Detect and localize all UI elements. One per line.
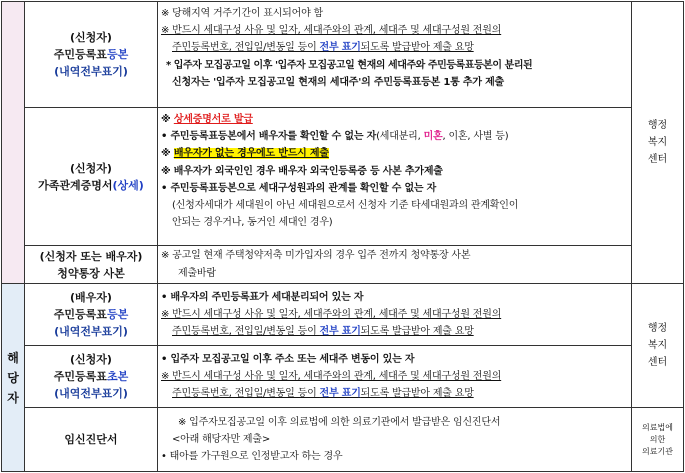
doc-label-owner: (신청자) [70,31,112,44]
desc-text: ※ [161,148,174,160]
issuer-line: 의료기관 [642,446,673,456]
desc-line [158,145,631,162]
desc-text: 주민등록번호, 전입일/변동일 등이 [172,388,320,400]
doc-label-note: (내역전부표기) [54,325,128,338]
row-resident-register-copy [2,2,684,108]
desc-emphasis: 전부 표기 [319,388,361,400]
desc-line: • 배우자의 주민등록표가 세대분리되어 있는 자 [161,291,364,303]
row-pregnancy-certificate [2,408,684,472]
desc-line: ※ 공고일 현재 주택청약저축 미가입자의 경우 입주 전까지 청약통장 사본 [161,250,471,262]
desc-line: 안되는 경우거나, 동거인 세대인 경우) [172,217,333,229]
issuer-line: 행정 [647,120,668,131]
issuer-line: 복지 [647,137,668,148]
doc-label-name-main: 주민등록표 [53,308,107,321]
issuer-line: 센터 [647,357,668,368]
doc-label-name [25,306,157,323]
issuer-line: 센터 [647,154,668,165]
doc-desc-cell [158,2,632,108]
desc-line: • 입주자 모집공고일 이후 주소 또는 세대주 변동이 있는 자 [161,353,415,365]
doc-label-cell [25,284,158,346]
row-savings-account-copy [2,246,684,284]
issuer-cell-office [632,284,684,408]
desc-text: ※ [161,114,174,125]
desc-highlight: 배우자가 없는 경우에도 반드시 제출 [173,148,329,160]
side-label-char: 해 [7,350,19,365]
desc-line: ※ 반드시 세대구성 사유 및 일자, 세대주와의 관계, 세대주 및 세대구성원 전원의 [161,308,502,320]
desc-emphasis: 상세증명서로 발급 [173,114,253,125]
doc-label-name-type: 등본 [106,308,129,321]
desc-text: (세대분리, [376,131,424,143]
issuer-line: 의한 [649,434,666,444]
row-resident-register-abstract [2,346,684,408]
desc-emphasis: 미혼 [423,131,443,143]
doc-label-name-type: 초본 [106,370,129,383]
desc-line [158,323,631,340]
issuer-cell-medical [632,408,684,472]
issuer-line: 의료법에 [642,422,673,432]
doc-label-owner: (배우자) [70,291,112,304]
doc-desc-cell [158,346,632,408]
doc-label-note: (내역전부표기) [54,387,128,400]
row-family-relation-certificate [2,108,684,246]
doc-desc-cell [158,246,632,284]
side-cell-top [2,2,25,284]
desc-text: 주민등록번호, 전입일/변동일 등이 [172,326,320,338]
side-label-char: 자 [7,390,19,405]
desc-line: ※ 반드시 세대구성 사유 및 일자, 세대주와의 관계, 세대주 및 세대구성원 전원의 [161,25,502,37]
documents-table [1,1,684,472]
doc-label-cell [25,246,158,284]
doc-label-name-type: (상세) [112,178,144,192]
doc-desc-cell [158,108,632,246]
desc-line [158,111,631,128]
issuer-line: 복지 [647,340,668,351]
doc-label-name-main: 주민등록표 [53,48,107,61]
doc-label-cell [25,408,158,472]
doc-label-name-type: 등본 [106,48,129,61]
desc-line [158,385,631,402]
doc-label-cell [25,2,158,108]
doc-label-name [25,368,157,385]
desc-text: 되도록 발급받아 제출 요망 [360,326,474,338]
desc-line: 제출바람 [178,267,216,279]
desc-line: * 입주자 모집공고일 이후 '입주자 모집공고일 현재의 세대주와 주민등록표등본이 분리된 [166,59,533,71]
desc-line: <아래 해당자만 제출> [172,433,270,445]
doc-desc-cell [158,408,632,472]
desc-line: ※ 배우자가 외국인인 경우 배우자 외국인등록증 등 사본 추가제출 [161,165,443,177]
side-label-char: 당 [7,370,19,385]
issuer-cell-office [632,2,684,284]
desc-text: • 주민등록표등본에서 배우자를 확인할 수 없는 자 [161,131,377,143]
row-spouse-register-copy [2,284,684,346]
doc-label-name-main: 주민등록표 [53,370,107,383]
desc-emphasis: 전부 표기 [319,326,361,338]
desc-line: ※ 입주자모집공고일 이후 의료법에 의한 의료기관에서 발급받은 임신진단서 [178,416,501,428]
doc-label-name: 청약통장 사본 [57,266,125,280]
desc-text: 되도록 발급받아 제출 요망 [360,388,474,400]
desc-text: 주민등록번호, 전입일/변동일 등이 [172,42,320,54]
desc-line: 신청자는 '입주자 모집공고일 현재의 세대주'의 주민등록표등본 1통 추가 제출 [172,76,504,88]
desc-line [158,39,631,56]
issuer-line: 행정 [647,323,668,334]
doc-label-name [25,177,157,194]
desc-line [158,128,631,145]
doc-label-cell [25,346,158,408]
desc-text: 되도록 발급받아 제출 요망 [360,42,474,54]
doc-label-name [25,46,157,63]
doc-label-owner: (신청자 또는 배우자) [39,249,143,263]
desc-line: • 태아를 가구원으로 인정받고자 하는 경우 [161,451,343,463]
desc-line: ※ 반드시 세대구성 사유 및 일자, 세대주와의 관계, 세대주 및 세대구성원 전원의 [161,370,502,382]
desc-line: (신청자세대가 세대원이 아닌 세대원으로서 신청자 기준 타세대원과의 관계확인이 [172,200,519,212]
side-cell-applicable [2,284,25,472]
desc-line: ※ 당해지역 거주기간이 표시되어야 함 [161,8,323,19]
doc-label-name: 임신진단서 [64,433,118,446]
desc-emphasis: 전부 표기 [319,42,361,54]
doc-label-cell [25,108,158,246]
doc-label-owner: (신청자) [70,161,112,175]
desc-text: , 이혼, 사별 등) [442,131,509,143]
doc-label-note: (내역전부표기) [54,65,128,78]
doc-label-owner: (신청자) [70,353,112,366]
desc-line: • 주민등록표등본으로 세대구성원과의 관계를 확인할 수 없는 자 [161,182,437,194]
doc-label-name-main: 가족관계증명서 [38,178,113,192]
doc-desc-cell [158,284,632,346]
